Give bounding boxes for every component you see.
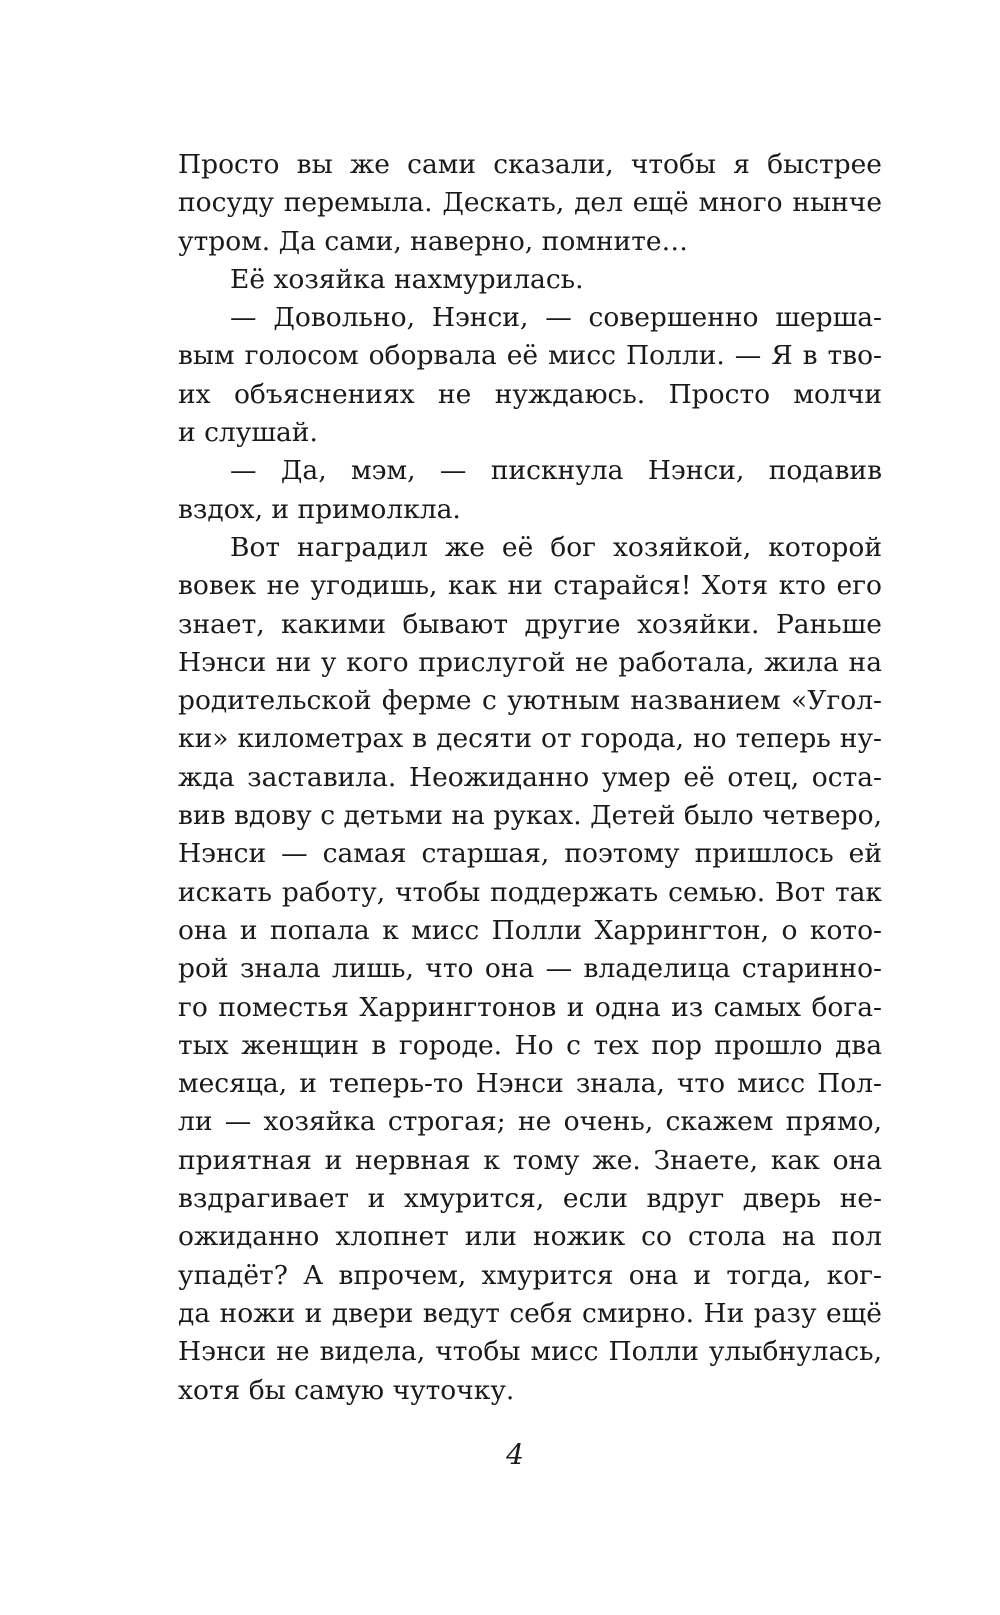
- text-line: утром. Да сами, наверно, помните…: [178, 225, 689, 257]
- text-line: упадёт? А впрочем, хмурится она и тогда, ког-: [178, 1259, 882, 1291]
- text-line: рой знала лишь, что она — владелица старинно-: [178, 953, 882, 985]
- text-line: Нэнси ни у кого прислугой не работала, жила на: [178, 646, 882, 678]
- text-line: искать работу, чтобы поддержать семью. Вот так: [178, 876, 882, 908]
- text-line: Просто вы же сами сказали, чтобы я быстрее: [178, 149, 882, 180]
- text-line: родительской ферме с уютным названием «Угол-: [178, 685, 882, 717]
- text-line: Нэнси — самая старшая, поэтому пришлось ей: [178, 838, 882, 870]
- text-line: она и попала к мисс Полли Харрингтон, о кото-: [178, 914, 882, 946]
- text-line: Её хозяйка нахмурилась.: [230, 263, 584, 295]
- text-line: — Да, мэм, — пискнула Нэнси, подавив: [230, 455, 882, 487]
- text-line: Вот наградил же её бог хозяйкой, которой: [230, 531, 882, 563]
- text-line: тых женщин в городе. Но с тех пор прошло два: [178, 1029, 882, 1061]
- text-line: хотя бы самую чуточку.: [178, 1374, 515, 1406]
- text-line: посуду перемыла. Дескать, дел ещё много нынче: [178, 187, 882, 219]
- text-line: вым голосом оборвала её мисс Полли. — Я в тво-: [178, 340, 882, 372]
- text-line: приятная и нервная к тому же. Знаете, как она: [178, 1144, 882, 1176]
- text-line: знает, какими бывают другие хозяйки. Раньше: [178, 608, 882, 640]
- text-line: вив вдову с детьми на руках. Детей было четверо,: [178, 800, 882, 832]
- text-line: Нэнси не видела, чтобы мисс Полли улыбнулась,: [178, 1336, 882, 1368]
- text-line: месяца, и теперь-то Нэнси знала, что мисс Пол-: [178, 1068, 882, 1100]
- text-line: да ножи и двери ведут себя смирно. Ни разу ещё: [178, 1297, 882, 1329]
- text-line: го поместья Харрингтонов и одна из самых бога-: [178, 991, 882, 1023]
- text-line: вздох, и примолкла.: [178, 493, 461, 525]
- text-line: ли — хозяйка строгая; не очень, скажем прямо,: [178, 1106, 882, 1138]
- text-line: — Довольно, Нэнси, — совершенно шерша-: [230, 302, 882, 334]
- body-text: [178, 146, 882, 1410]
- page-number: 4: [506, 1438, 524, 1471]
- text-line: жда заставила. Неожиданно умер её отец, оста-: [178, 761, 882, 793]
- text-line: ки» километрах в десяти от города, но теперь ну-: [178, 723, 882, 755]
- text-line: их объяснениях не нуждаюсь. Просто молчи: [178, 378, 882, 410]
- text-line: вздрагивает и хмурится, если вдруг дверь не-: [178, 1183, 882, 1215]
- text-line: и слушай.: [178, 417, 318, 449]
- text-line: ожиданно хлопнет или ножик со стола на пол: [178, 1221, 882, 1253]
- text-line: вовек не угодишь, как ни старайся! Хотя кто его: [178, 570, 882, 602]
